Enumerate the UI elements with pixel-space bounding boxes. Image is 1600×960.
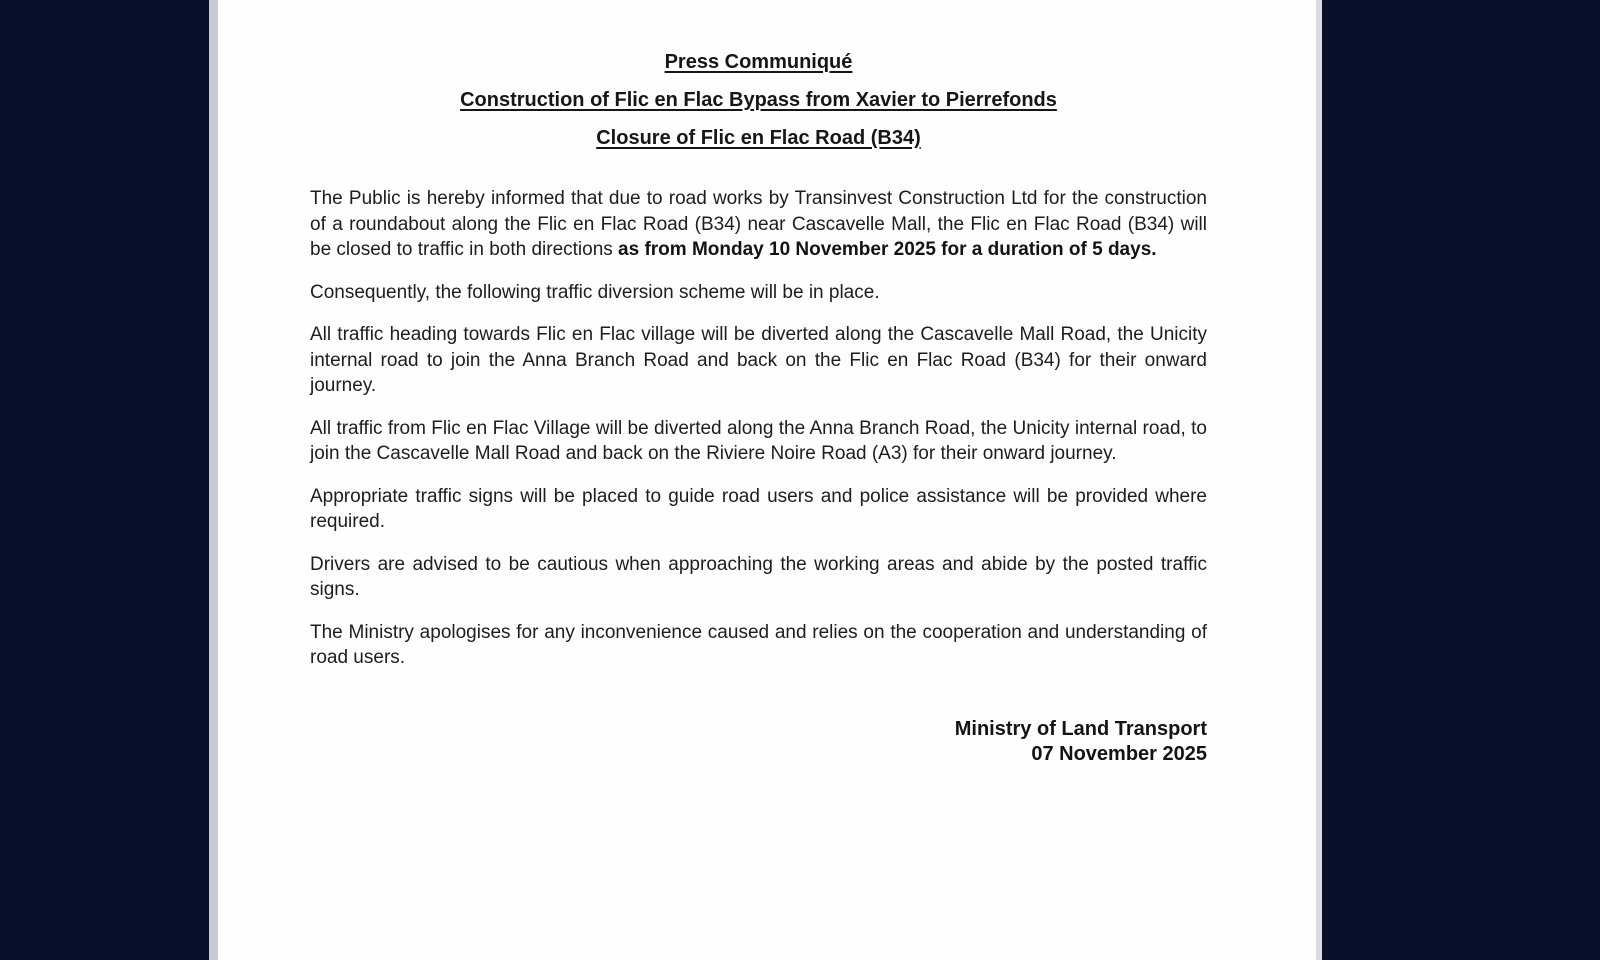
communique-road-closure-heading: Closure of Flic en Flac Road (B34) [596, 127, 921, 149]
signature-issuer: Ministry of Land Transport [954, 717, 1207, 740]
signature-block [310, 717, 1207, 768]
closure-date-bold-text: as from Monday 10 November 2025 for a duration of 5 days. [618, 239, 1157, 260]
signature-date: 07 November 2025 [1031, 743, 1207, 765]
body-paragraph-traffic-towards-village: All traffic heading towards Flic en Flac village will be diverted along the Cascavelle Mall Road, the Unicity internal road to join the Anna Branch Road and back on the Flic en Flac Road (B34) for their onward journey. [310, 324, 1207, 396]
body-paragraph-diversion-intro: Consequently, the following traffic diversion scheme will be in place. [310, 281, 880, 303]
body-paragraph-apology: The Ministry apologises for any inconvenience caused and relies on the cooperation and understanding of road users. [310, 621, 1207, 668]
document-page [209, 0, 1322, 960]
body-paragraph-traffic-from-village: All traffic from Flic en Flac Village will be diverted along the Anna Branch Road, the Unicity internal road, to join the Cascavelle Mall Road and back on the Riviere Noire Road (A3) for their onward journey. [310, 417, 1207, 464]
body-paragraph-driver-advice: Drivers are advised to be cautious when approaching the working areas and abide by the posted traffic signs. [310, 553, 1207, 600]
body-paragraph-traffic-signs: Appropriate traffic signs will be placed to guide road users and police assistance will be provided where required. [310, 485, 1207, 532]
communique-subject: Construction of Flic en Flac Bypass from Xavier to Pierrefonds [460, 89, 1057, 111]
closure-notice-text: The Public is hereby informed that due to road works by Transinvest Construction Ltd for the construction of a roundabout along the Flic en Flac Road (B34) near Cascavelle Mall, the Flic en Flac Road (B34) will be closed to traffic in both directions [310, 188, 1207, 260]
body-paragraph-closure-notice [310, 186, 1207, 263]
communique-title: Press Communiqué [664, 51, 853, 73]
